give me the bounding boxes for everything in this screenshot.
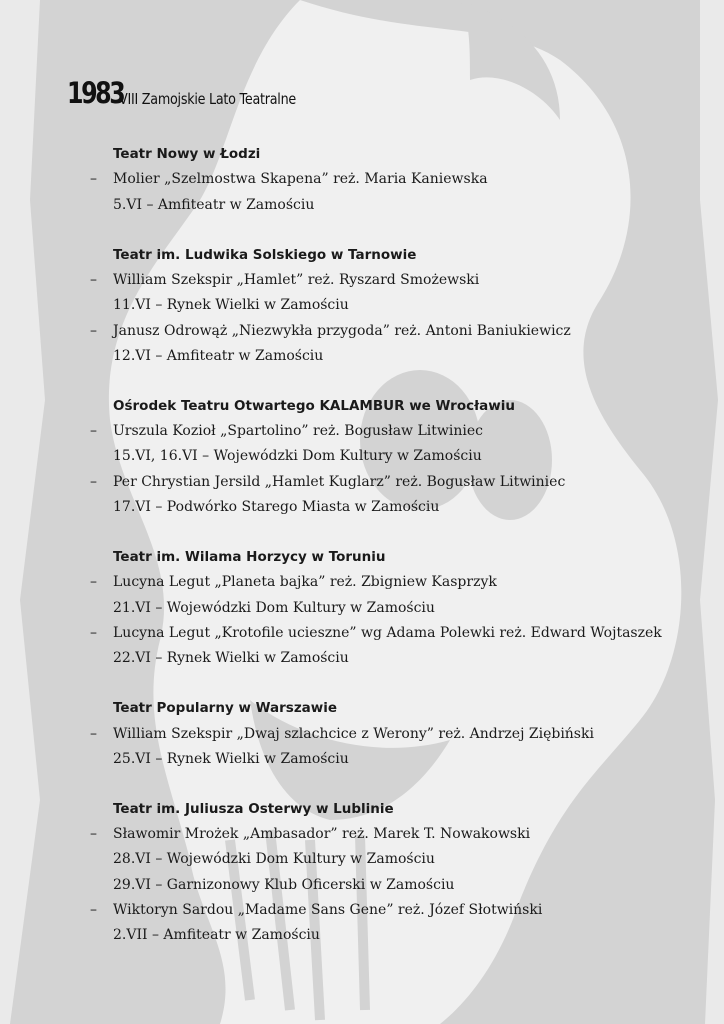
performance-date-venue: 15.VI, 16.VI – Wojewódzki Dom Kultury w Zamościu <box>113 448 482 465</box>
theatre-heading: Teatr im. Juliusza Osterwy w Lublinie <box>113 800 394 817</box>
list-dash: – <box>90 171 97 188</box>
theatre-heading: Teatr im. Ludwika Solskiego w Tarnowie <box>113 246 417 263</box>
theatre-heading: Ośrodek Teatru Otwartego KALAMBUR we Wrocławiu <box>113 397 515 414</box>
performance-title: Sławomir Mrożek „Ambasador” reż. Marek T. Nowakowski <box>113 826 531 843</box>
performance-title: Urszula Kozioł „Spartolino” reż. Bogusław Litwiniec <box>113 423 483 440</box>
performance-title: Wiktoryn Sardou „Madame Sans Gene” reż. Józef Słotwiński <box>113 902 543 918</box>
performance-date-venue: 17.VI – Podwórko Starego Miasta w Zamościu <box>113 499 440 515</box>
list-dash: – <box>90 826 97 843</box>
performance-title: Per Chrystian Jersild „Hamlet Kuglarz” reż. Bogusław Litwiniec <box>113 473 566 490</box>
performance-date-venue: 5.VI – Amfiteatr w Zamościu <box>113 196 315 213</box>
performance-date-venue: 25.VI – Rynek Wielki w Zamościu <box>113 750 349 767</box>
list-dash: – <box>90 725 97 742</box>
list-dash: – <box>90 624 97 641</box>
performance-date-venue: 28.VI – Wojewódzki Dom Kultury w Zamościu <box>113 851 435 868</box>
festival-title: VIII Zamojskie Lato Teatralne <box>119 90 297 108</box>
list-dash: – <box>90 322 97 339</box>
performance-title: Lucyna Legut „Planeta bajka” reż. Zbigniew Kasprzyk <box>113 574 497 591</box>
theatre-heading: Teatr Popularny w Warszawie <box>113 700 338 717</box>
performance-date-venue: 21.VI – Wojewódzki Dom Kultury w Zamościu <box>113 599 435 616</box>
page-header <box>67 76 297 112</box>
performance-date-venue: 2.VII – Amfiteatr w Zamościu <box>113 927 320 944</box>
theatre-heading: Teatr im. Wilama Horzycy w Toruniu <box>113 549 386 565</box>
performance-title: William Szekspir „Dwaj szlachcice z Werony” reż. Andrzej Ziębiński <box>113 725 594 742</box>
list-dash: – <box>90 423 97 440</box>
performance-date-venue: 12.VI – Amfiteatr w Zamościu <box>113 347 324 364</box>
performance-date-venue: 22.VI – Rynek Wielki w Zamościu <box>113 650 349 667</box>
list-dash: – <box>90 271 97 288</box>
performance-title: Janusz Odrowąż „Niezwykła przygoda” reż. Antoni Baniukiewicz <box>113 322 571 339</box>
list-dash: – <box>90 902 97 918</box>
performance-date-venue: 29.VI – Garnizonowy Klub Oficerski w Zamościu <box>113 876 455 893</box>
list-dash: – <box>90 473 97 490</box>
year-title: 1983 <box>67 76 124 110</box>
performance-title: Molier „Szelmostwa Skapena” reż. Maria Kaniewska <box>113 171 488 188</box>
list-dash: – <box>90 574 97 591</box>
performance-title: Lucyna Legut „Krotofile ucieszne” wg Adama Polewki reż. Edward Wojtaszek <box>113 624 662 641</box>
theatre-heading: Teatr Nowy w Łodzi <box>113 146 261 162</box>
performance-title: William Szekspir „Hamlet” reż. Ryszard Smożewski <box>113 271 480 288</box>
performance-date-venue: 11.VI – Rynek Wielki w Zamościu <box>113 297 349 314</box>
